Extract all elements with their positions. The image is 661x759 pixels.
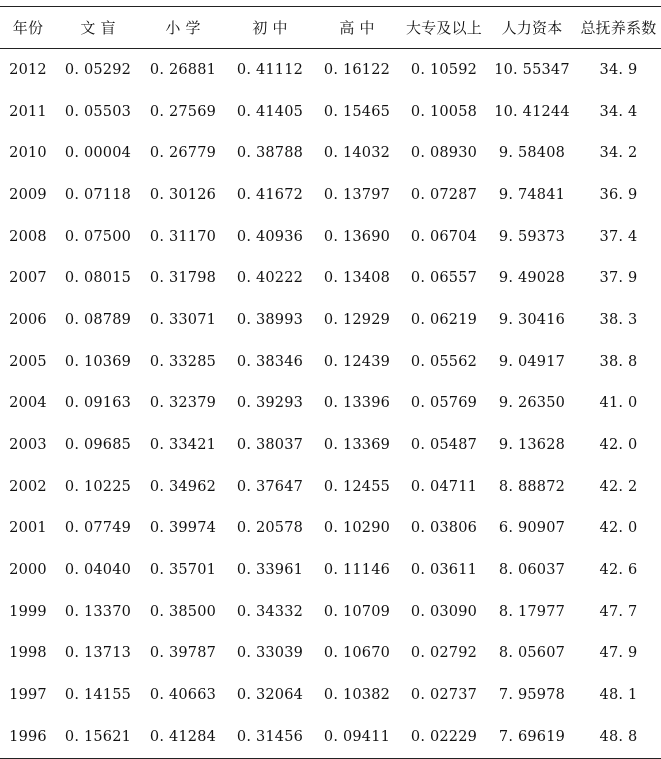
table-row — [0, 257, 661, 299]
cell-primary: 0. 39974 — [149, 520, 217, 537]
cell-illiterate: 0. 08015 — [64, 270, 132, 287]
cell-senior-high: 0. 12929 — [323, 311, 391, 328]
cell-college: 0. 02737 — [410, 687, 478, 704]
cell-dependency-ratio: 34. 2 — [599, 145, 638, 162]
cell-primary: 0. 33071 — [149, 311, 217, 328]
cell-senior-high: 0. 13690 — [323, 228, 391, 245]
cell-year: 2000 — [9, 562, 47, 579]
table-row — [0, 383, 661, 425]
cell-illiterate: 0. 09163 — [64, 395, 132, 412]
cell-year: 2001 — [9, 520, 47, 537]
cell-human-capital: 10. 41244 — [494, 103, 570, 120]
cell-primary: 0. 35701 — [149, 562, 217, 579]
cell-illiterate: 0. 04040 — [64, 562, 132, 579]
cell-primary: 0. 39787 — [149, 645, 217, 662]
cell-junior-high: 0. 41112 — [236, 61, 304, 78]
cell-college: 0. 04711 — [410, 478, 478, 495]
cell-college: 0. 03090 — [410, 603, 478, 620]
cell-dependency-ratio: 37. 4 — [599, 228, 638, 245]
cell-dependency-ratio: 38. 3 — [599, 311, 638, 328]
table-body — [0, 49, 661, 758]
cell-junior-high: 0. 32064 — [236, 687, 304, 704]
cell-senior-high: 0. 12439 — [323, 353, 391, 370]
cell-junior-high: 0. 34332 — [236, 603, 304, 620]
cell-year: 2003 — [9, 437, 47, 454]
header-college: 大专及以上 — [405, 19, 482, 37]
header-human-capital: 人力资本 — [501, 19, 563, 37]
cell-junior-high: 0. 41405 — [236, 103, 304, 120]
cell-primary: 0. 41284 — [149, 728, 217, 745]
table-row — [0, 549, 661, 591]
cell-primary: 0. 31170 — [149, 228, 217, 245]
cell-college: 0. 02229 — [410, 728, 478, 745]
cell-dependency-ratio: 47. 7 — [599, 603, 638, 620]
cell-primary: 0. 27569 — [149, 103, 217, 120]
cell-illiterate: 0. 00004 — [64, 145, 132, 162]
cell-human-capital: 8. 06037 — [498, 562, 566, 579]
table-row — [0, 466, 661, 508]
cell-human-capital: 6. 90907 — [498, 520, 566, 537]
cell-primary: 0. 34962 — [149, 478, 217, 495]
cell-human-capital: 8. 88872 — [498, 478, 566, 495]
header-primary: 小 学 — [165, 19, 201, 37]
table-row — [0, 216, 661, 258]
cell-college: 0. 03611 — [410, 562, 478, 579]
cell-junior-high: 0. 38037 — [236, 437, 304, 454]
table-row — [0, 91, 661, 133]
cell-college: 0. 08930 — [410, 145, 478, 162]
cell-senior-high: 0. 09411 — [323, 728, 391, 745]
cell-junior-high: 0. 20578 — [236, 520, 304, 537]
cell-dependency-ratio: 42. 0 — [599, 437, 638, 454]
table-row — [0, 508, 661, 550]
cell-college: 0. 05769 — [410, 395, 478, 412]
cell-college: 0. 06557 — [410, 270, 478, 287]
cell-senior-high: 0. 10290 — [323, 520, 391, 537]
cell-primary: 0. 38500 — [149, 603, 217, 620]
table-row — [0, 299, 661, 341]
cell-primary: 0. 31798 — [149, 270, 217, 287]
cell-year: 1997 — [9, 687, 47, 704]
cell-primary: 0. 30126 — [149, 186, 217, 203]
header-illiterate: 文 盲 — [80, 19, 116, 37]
cell-senior-high: 0. 11146 — [323, 562, 391, 579]
cell-junior-high: 0. 40222 — [236, 270, 304, 287]
cell-dependency-ratio: 42. 6 — [599, 562, 638, 579]
cell-dependency-ratio: 42. 0 — [599, 520, 638, 537]
cell-human-capital: 9. 74841 — [498, 186, 566, 203]
cell-senior-high: 0. 10382 — [323, 687, 391, 704]
cell-junior-high: 0. 41672 — [236, 186, 304, 203]
cell-dependency-ratio: 34. 4 — [599, 103, 638, 120]
cell-year: 1996 — [9, 728, 47, 745]
cell-senior-high: 0. 15465 — [323, 103, 391, 120]
cell-year: 2007 — [9, 270, 47, 287]
cell-year: 2004 — [9, 395, 47, 412]
cell-primary: 0. 26881 — [149, 61, 217, 78]
cell-illiterate: 0. 05292 — [64, 61, 132, 78]
cell-junior-high: 0. 39293 — [236, 395, 304, 412]
cell-human-capital: 7. 69619 — [498, 728, 566, 745]
table-row — [0, 674, 661, 716]
cell-college: 0. 05562 — [410, 353, 478, 370]
cell-dependency-ratio: 37. 9 — [599, 270, 638, 287]
cell-junior-high: 0. 38993 — [236, 311, 304, 328]
cell-senior-high: 0. 10670 — [323, 645, 391, 662]
cell-dependency-ratio: 48. 1 — [599, 687, 638, 704]
table-row — [0, 591, 661, 633]
header-junior-high: 初 中 — [252, 19, 288, 37]
table-row — [0, 716, 661, 758]
cell-junior-high: 0. 37647 — [236, 478, 304, 495]
table-row — [0, 341, 661, 383]
cell-human-capital: 9. 30416 — [498, 311, 566, 328]
cell-junior-high: 0. 31456 — [236, 728, 304, 745]
cell-human-capital: 10. 55347 — [494, 61, 570, 78]
header-dependency-ratio: 总抚养系数 — [580, 19, 657, 37]
cell-year: 1999 — [9, 603, 47, 620]
cell-year: 2012 — [9, 61, 47, 78]
cell-illiterate: 0. 15621 — [64, 728, 132, 745]
cell-college: 0. 07287 — [410, 186, 478, 203]
cell-human-capital: 8. 05607 — [498, 645, 566, 662]
cell-junior-high: 0. 33039 — [236, 645, 304, 662]
cell-year: 2005 — [9, 353, 47, 370]
cell-illiterate: 0. 07118 — [64, 186, 132, 203]
cell-dependency-ratio: 34. 9 — [599, 61, 638, 78]
cell-college: 0. 02792 — [410, 645, 478, 662]
cell-college: 0. 06704 — [410, 228, 478, 245]
cell-year: 2010 — [9, 145, 47, 162]
cell-junior-high: 0. 38346 — [236, 353, 304, 370]
cell-human-capital: 8. 17977 — [498, 603, 566, 620]
cell-illiterate: 0. 10225 — [64, 478, 132, 495]
cell-human-capital: 9. 13628 — [498, 437, 566, 454]
cell-human-capital: 7. 95978 — [498, 687, 566, 704]
cell-dependency-ratio: 42. 2 — [599, 478, 638, 495]
cell-dependency-ratio: 36. 9 — [599, 186, 638, 203]
cell-college: 0. 10592 — [410, 61, 478, 78]
table-row — [0, 424, 661, 466]
cell-senior-high: 0. 14032 — [323, 145, 391, 162]
cell-year: 2011 — [9, 103, 47, 120]
cell-human-capital: 9. 59373 — [498, 228, 566, 245]
header-year: 年份 — [12, 19, 44, 37]
cell-illiterate: 0. 13370 — [64, 603, 132, 620]
cell-primary: 0. 32379 — [149, 395, 217, 412]
cell-junior-high: 0. 33961 — [236, 562, 304, 579]
cell-senior-high: 0. 16122 — [323, 61, 391, 78]
cell-senior-high: 0. 13408 — [323, 270, 391, 287]
cell-illiterate: 0. 05503 — [64, 103, 132, 120]
cell-senior-high: 0. 10709 — [323, 603, 391, 620]
data-table — [0, 6, 661, 759]
table-row — [0, 174, 661, 216]
cell-year: 2009 — [9, 186, 47, 203]
cell-college: 0. 03806 — [410, 520, 478, 537]
cell-primary: 0. 33285 — [149, 353, 217, 370]
cell-senior-high: 0. 13369 — [323, 437, 391, 454]
cell-year: 2006 — [9, 311, 47, 328]
cell-dependency-ratio: 48. 8 — [599, 728, 638, 745]
cell-year: 2008 — [9, 228, 47, 245]
cell-dependency-ratio: 41. 0 — [599, 395, 638, 412]
cell-senior-high: 0. 12455 — [323, 478, 391, 495]
cell-human-capital: 9. 58408 — [498, 145, 566, 162]
cell-illiterate: 0. 09685 — [64, 437, 132, 454]
cell-primary: 0. 40663 — [149, 687, 217, 704]
cell-human-capital: 9. 26350 — [498, 395, 566, 412]
cell-college: 0. 06219 — [410, 311, 478, 328]
cell-illiterate: 0. 14155 — [64, 687, 132, 704]
cell-illiterate: 0. 13713 — [64, 645, 132, 662]
cell-dependency-ratio: 47. 9 — [599, 645, 638, 662]
table-row — [0, 49, 661, 91]
cell-college: 0. 05487 — [410, 437, 478, 454]
cell-senior-high: 0. 13797 — [323, 186, 391, 203]
cell-illiterate: 0. 07500 — [64, 228, 132, 245]
table-row — [0, 633, 661, 675]
cell-year: 2002 — [9, 478, 47, 495]
cell-junior-high: 0. 38788 — [236, 145, 304, 162]
cell-human-capital: 9. 04917 — [498, 353, 566, 370]
cell-illiterate: 0. 08789 — [64, 311, 132, 328]
cell-primary: 0. 26779 — [149, 145, 217, 162]
header-senior-high: 高 中 — [339, 19, 375, 37]
cell-year: 1998 — [9, 645, 47, 662]
cell-illiterate: 0. 07749 — [64, 520, 132, 537]
cell-human-capital: 9. 49028 — [498, 270, 566, 287]
cell-dependency-ratio: 38. 8 — [599, 353, 638, 370]
cell-junior-high: 0. 40936 — [236, 228, 304, 245]
cell-primary: 0. 33421 — [149, 437, 217, 454]
cell-college: 0. 10058 — [410, 103, 478, 120]
cell-senior-high: 0. 13396 — [323, 395, 391, 412]
header-row — [0, 7, 661, 48]
cell-illiterate: 0. 10369 — [64, 353, 132, 370]
table-row — [0, 132, 661, 174]
